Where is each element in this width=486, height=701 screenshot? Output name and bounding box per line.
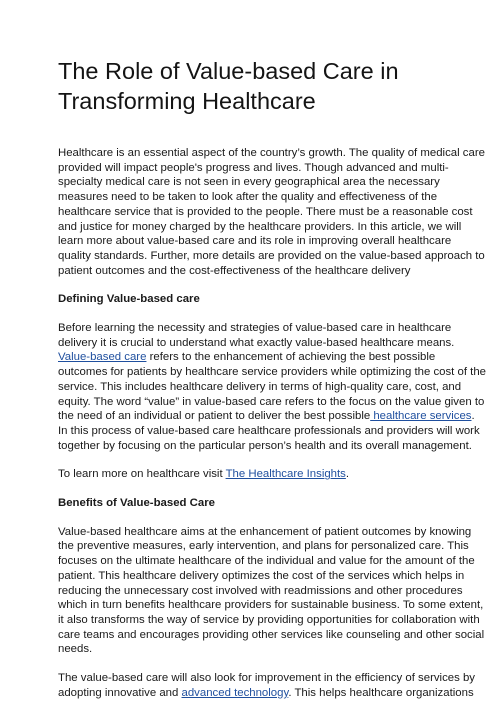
benefits-line: reducing the unnecessary cost involved with readmissions and other procedures [58, 584, 463, 597]
intro-line: Healthcare is an essential aspect of the country’s growth. The quality of medical care [58, 147, 485, 159]
learn-more-end: . [345, 468, 350, 481]
final-line-text: adopting innovative and [58, 686, 182, 699]
defining-line [58, 409, 475, 424]
benefits-line: care teams and encourages providing other services like counseling and other social [58, 628, 485, 641]
benefits-line: which in turn benefits healthcare providers for sustainable business. To some extent, [58, 599, 484, 612]
section-heading-benefits: Benefits of Value-based Care [58, 497, 215, 510]
learn-more-text: To learn more on healthcare visit [58, 468, 226, 481]
final-line-text: . This helps healthcare organizations [288, 686, 474, 699]
title-line-2: Transforming Healthcare [58, 88, 316, 114]
learn-more-paragraph [58, 467, 418, 482]
defining-line: outcomes for patients by healthcare service providers while optimizing the cost of the [58, 366, 486, 379]
intro-line: measures need to be taken to look after the quality and effectiveness of the [58, 191, 438, 204]
healthcare-services-link[interactable]: healthcare services [370, 410, 472, 423]
intro-line: provided will impact people's progress and lives. Though advanced and multi- [58, 161, 449, 174]
intro-line: specialty medical care is not seen in every geographical area the necessary [58, 176, 440, 189]
defining-line: Before learning the necessity and strategies of value-based care in healthcare [58, 322, 452, 335]
defining-line-text: refers to the enhancement of achieving the best possible [146, 351, 436, 364]
defining-paragraph [58, 321, 486, 453]
value-based-care-link[interactable]: Value-based care [58, 351, 147, 364]
defining-line-text: the need of an individual or patient to deliver the best possible [58, 410, 371, 423]
title-line-1: The Role of Value-based Care in [58, 58, 399, 84]
intro-line: quality standards. Further, more details are provided on the value-based approach to [58, 249, 485, 262]
defining-line-text: . [471, 410, 475, 423]
benefits-line: the preventive measures, early intervention, and plans for personalized care. This [58, 540, 469, 553]
intro-line: and justice for money charged by the healthcare providers. In this article, we will [58, 220, 462, 233]
defining-line: delivery it is crucial to understand what exactly value-based healthcare means. [58, 336, 455, 349]
defining-line: In this process of value-based care healthcare professionals and providers will work [58, 424, 480, 437]
advanced-technology-link[interactable]: advanced technology [181, 686, 289, 699]
intro-line: learn more about value-based care and its role in improving overall healthcare [58, 235, 452, 248]
defining-line [58, 350, 436, 365]
benefits-paragraph [58, 525, 485, 657]
final-paragraph [58, 671, 476, 700]
defining-line: service. This includes healthcare delivery in terms of high-quality care, cost, and [58, 380, 462, 393]
benefits-line: focuses on the ultimate healthcare of the individual and value for the amount of the [58, 555, 475, 568]
final-line [58, 686, 474, 701]
benefits-line: needs. [58, 643, 93, 656]
defining-line: equity. The word “value” in value-based care refers to the focus on the value given to [58, 395, 485, 408]
benefits-line: Value-based healthcare aims at the enhancement of patient outcomes by knowing [58, 525, 472, 538]
healthcare-insights-link[interactable]: The Healthcare Insights [225, 468, 346, 481]
benefits-line: patient. This healthcare delivery optimizes the cost of the services which helps in [58, 569, 465, 582]
benefits-line: it also transforms the way of service by providing opportunities for collaboration with [58, 613, 480, 626]
intro-paragraph [58, 146, 485, 278]
final-line: The value-based care will also look for improvement in the efficiency of services by [58, 672, 476, 685]
page-title [58, 56, 418, 116]
section-heading-defining: Defining Value-based care [58, 293, 200, 306]
defining-line: together by focusing on the particular person’s health and its overall management. [58, 439, 472, 452]
intro-line: healthcare service that is provided to the people. There must be a reasonable cost [58, 205, 473, 218]
intro-line: patient outcomes and the cost-effectiveness of the healthcare delivery [58, 264, 411, 277]
